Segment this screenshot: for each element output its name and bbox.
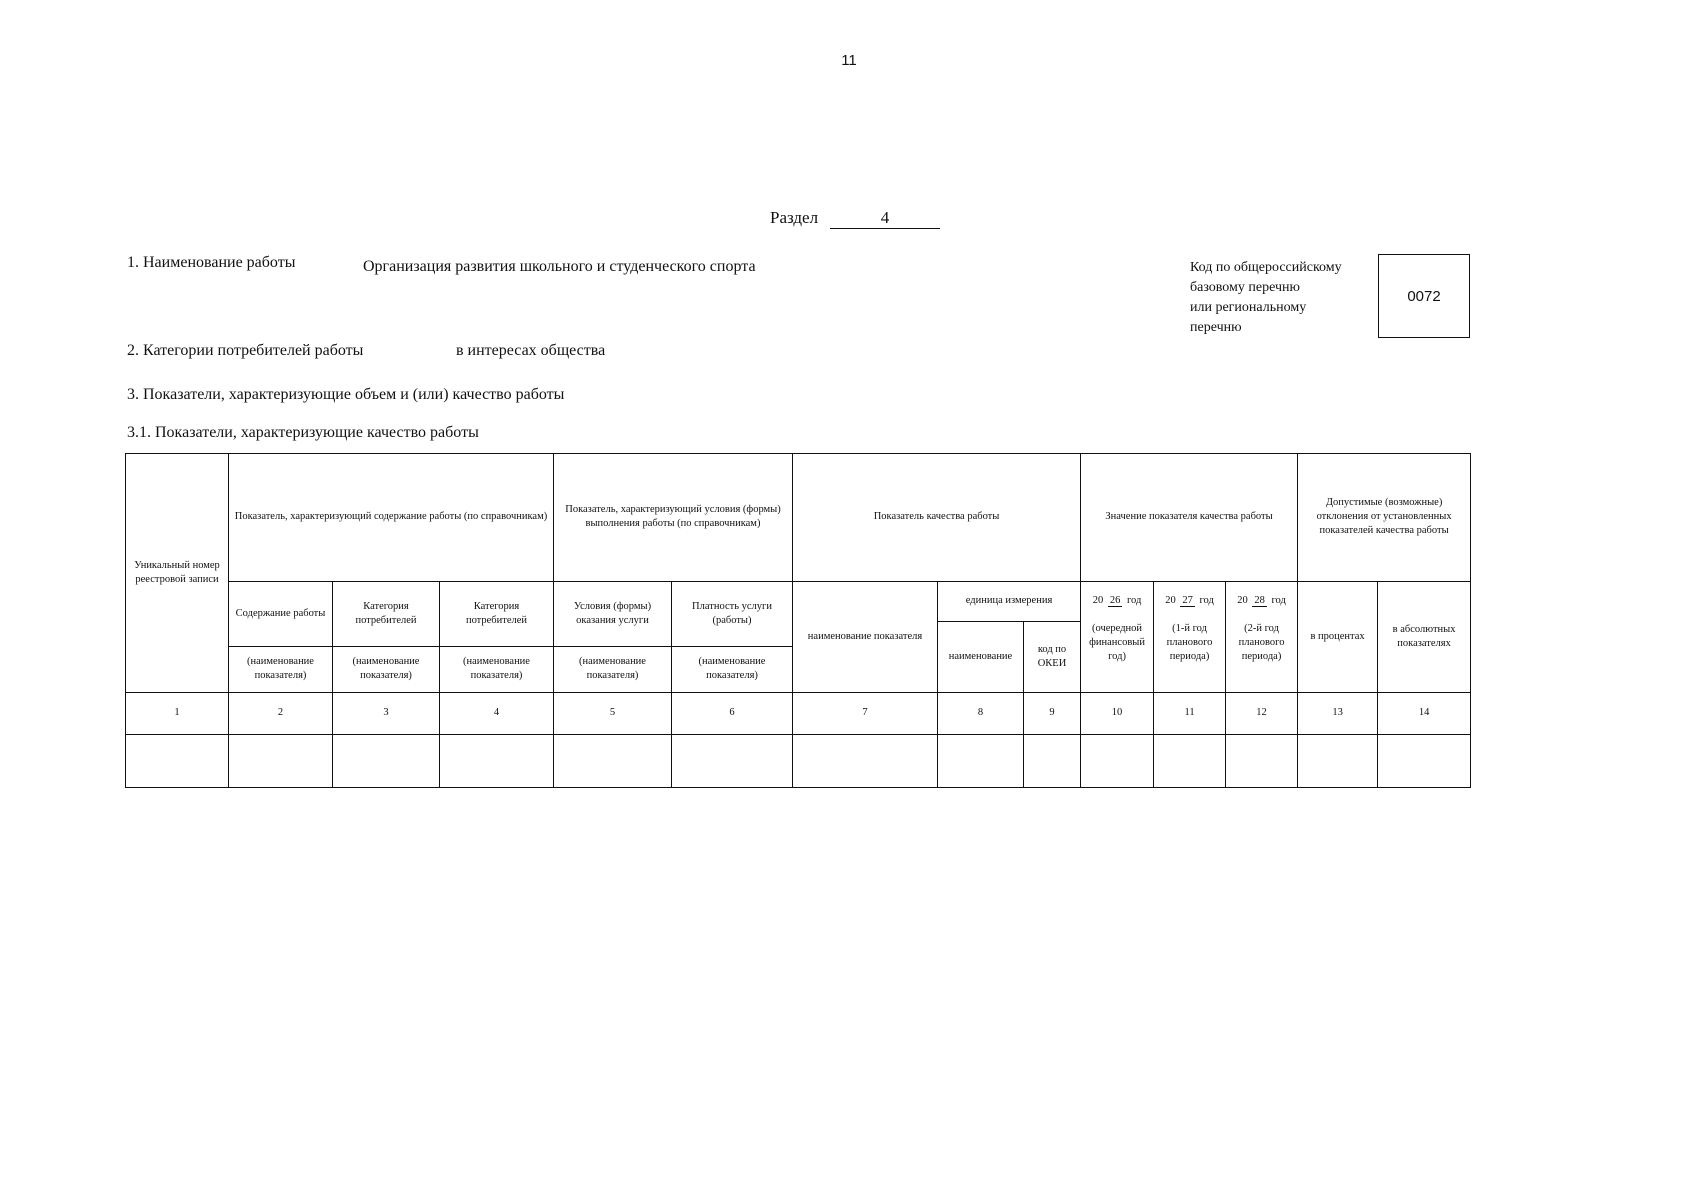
consumer-category-label: 2. Категории потребителей работы (127, 342, 364, 359)
header-unit-name: наименование (938, 621, 1024, 692)
header-year-plan-2-note: (2-й год планового периода) (1226, 621, 1298, 692)
column-number: 12 (1226, 692, 1298, 734)
column-number: 6 (672, 692, 793, 734)
column-number: 2 (229, 692, 333, 734)
registry-code-box: 0072 (1378, 254, 1470, 338)
year-prefix: 20 (1092, 595, 1104, 607)
column-number: 3 (333, 692, 440, 734)
header-year-plan-1-note: (1-й год планового периода) (1154, 621, 1226, 692)
column-number: 10 (1081, 692, 1154, 734)
header-indicator-name-note: (наименование показателя) (229, 646, 333, 692)
section-number: 4 (830, 208, 940, 229)
column-number: 7 (793, 692, 938, 734)
table-cell (672, 734, 793, 787)
header-service-payment: Платность услуги (работы) (672, 581, 793, 646)
year-suffix: год (1199, 595, 1214, 607)
table-cell (333, 734, 440, 787)
page-number: 11 (841, 52, 857, 69)
table-cell (1298, 734, 1378, 787)
table-cell (229, 734, 333, 787)
table-cell (1154, 734, 1226, 787)
header-indicator-name-note: (наименование показателя) (554, 646, 672, 692)
column-number: 8 (938, 692, 1024, 734)
header-consumer-category: Категория потребителей (333, 581, 440, 646)
registry-code-label-line: Код по общероссийскому (1190, 260, 1342, 275)
header-indicator-name-note: (наименование показателя) (440, 646, 554, 692)
table-cell (440, 734, 554, 787)
header-unique-number: Уникальный номер реестровой записи (126, 454, 229, 693)
header-conditions-indicator: Показатель, характеризующий условия (формы) выполнения работы (по справочникам) (554, 454, 793, 582)
registry-code-label-line: перечню (1190, 320, 1242, 335)
table-cell (1226, 734, 1298, 787)
header-unit: единица измерения (938, 581, 1081, 621)
column-number: 9 (1024, 692, 1081, 734)
year-prefix: 20 (1165, 595, 1176, 607)
column-number: 5 (554, 692, 672, 734)
year-suffix: год (1126, 595, 1142, 607)
table-cell (793, 734, 938, 787)
column-number: 4 (440, 692, 554, 734)
table-row (126, 734, 1471, 787)
header-indicator-name-note: (наименование показателя) (672, 646, 793, 692)
work-name-label: 1. Наименование работы (127, 254, 296, 271)
heading-indicators: 3. Показатели, характеризующие объем и (или) качество работы (127, 386, 565, 403)
registry-code-label-line: или региональному (1190, 300, 1307, 315)
year-value: 27 (1182, 595, 1193, 607)
column-number: 11 (1154, 692, 1226, 734)
year-prefix: 20 (1237, 595, 1248, 607)
table-cell (126, 734, 229, 787)
header-work-content: Содержание работы (229, 581, 333, 646)
consumer-category-value: в интересах общества (456, 342, 606, 359)
header-year-current (1081, 581, 1154, 621)
header-deviation-percent: в процентах (1298, 581, 1378, 692)
table-cell (1378, 734, 1471, 787)
header-year-current-note: (очередной финансовый год) (1081, 621, 1154, 692)
column-number: 1 (126, 692, 229, 734)
table-cell (1081, 734, 1154, 787)
column-number-row (126, 692, 1471, 734)
year-value: 28 (1254, 595, 1265, 607)
header-indicator-name-note: (наименование показателя) (333, 646, 440, 692)
year-value: 26 (1109, 595, 1121, 607)
header-deviation-absolute: в абсолютных показателях (1378, 581, 1471, 692)
registry-code-label (1190, 258, 1370, 338)
header-quality-indicator: Показатель качества работы (793, 454, 1081, 582)
header-year-plan-2 (1226, 581, 1298, 621)
header-unit-okei-code: код по ОКЕИ (1024, 621, 1081, 692)
header-content-indicator: Показатель, характеризующий содержание работы (по справочникам) (229, 454, 554, 582)
section-label: Раздел (770, 208, 819, 227)
heading-quality-indicators: 3.1. Показатели, характеризующие качество работы (127, 424, 479, 441)
table-cell (938, 734, 1024, 787)
header-indicator-name: наименование показателя (793, 581, 938, 692)
header-year-plan-1 (1154, 581, 1226, 621)
column-number: 14 (1378, 692, 1471, 734)
header-deviation: Допустимые (возможные) отклонения от установленных показателей качества работы (1298, 454, 1471, 582)
column-number: 13 (1298, 692, 1378, 734)
year-suffix: год (1271, 595, 1286, 607)
table-cell (1024, 734, 1081, 787)
header-quality-value: Значение показателя качества работы (1081, 454, 1298, 582)
header-service-conditions: Условия (формы) оказания услуги (554, 581, 672, 646)
table-cell (554, 734, 672, 787)
quality-indicators-table (125, 453, 1471, 788)
header-consumer-category: Категория потребителей (440, 581, 554, 646)
registry-code-label-line: базовому перечню (1190, 280, 1300, 295)
work-name-value: Организация развития школьного и студенческого спорта (363, 258, 756, 275)
